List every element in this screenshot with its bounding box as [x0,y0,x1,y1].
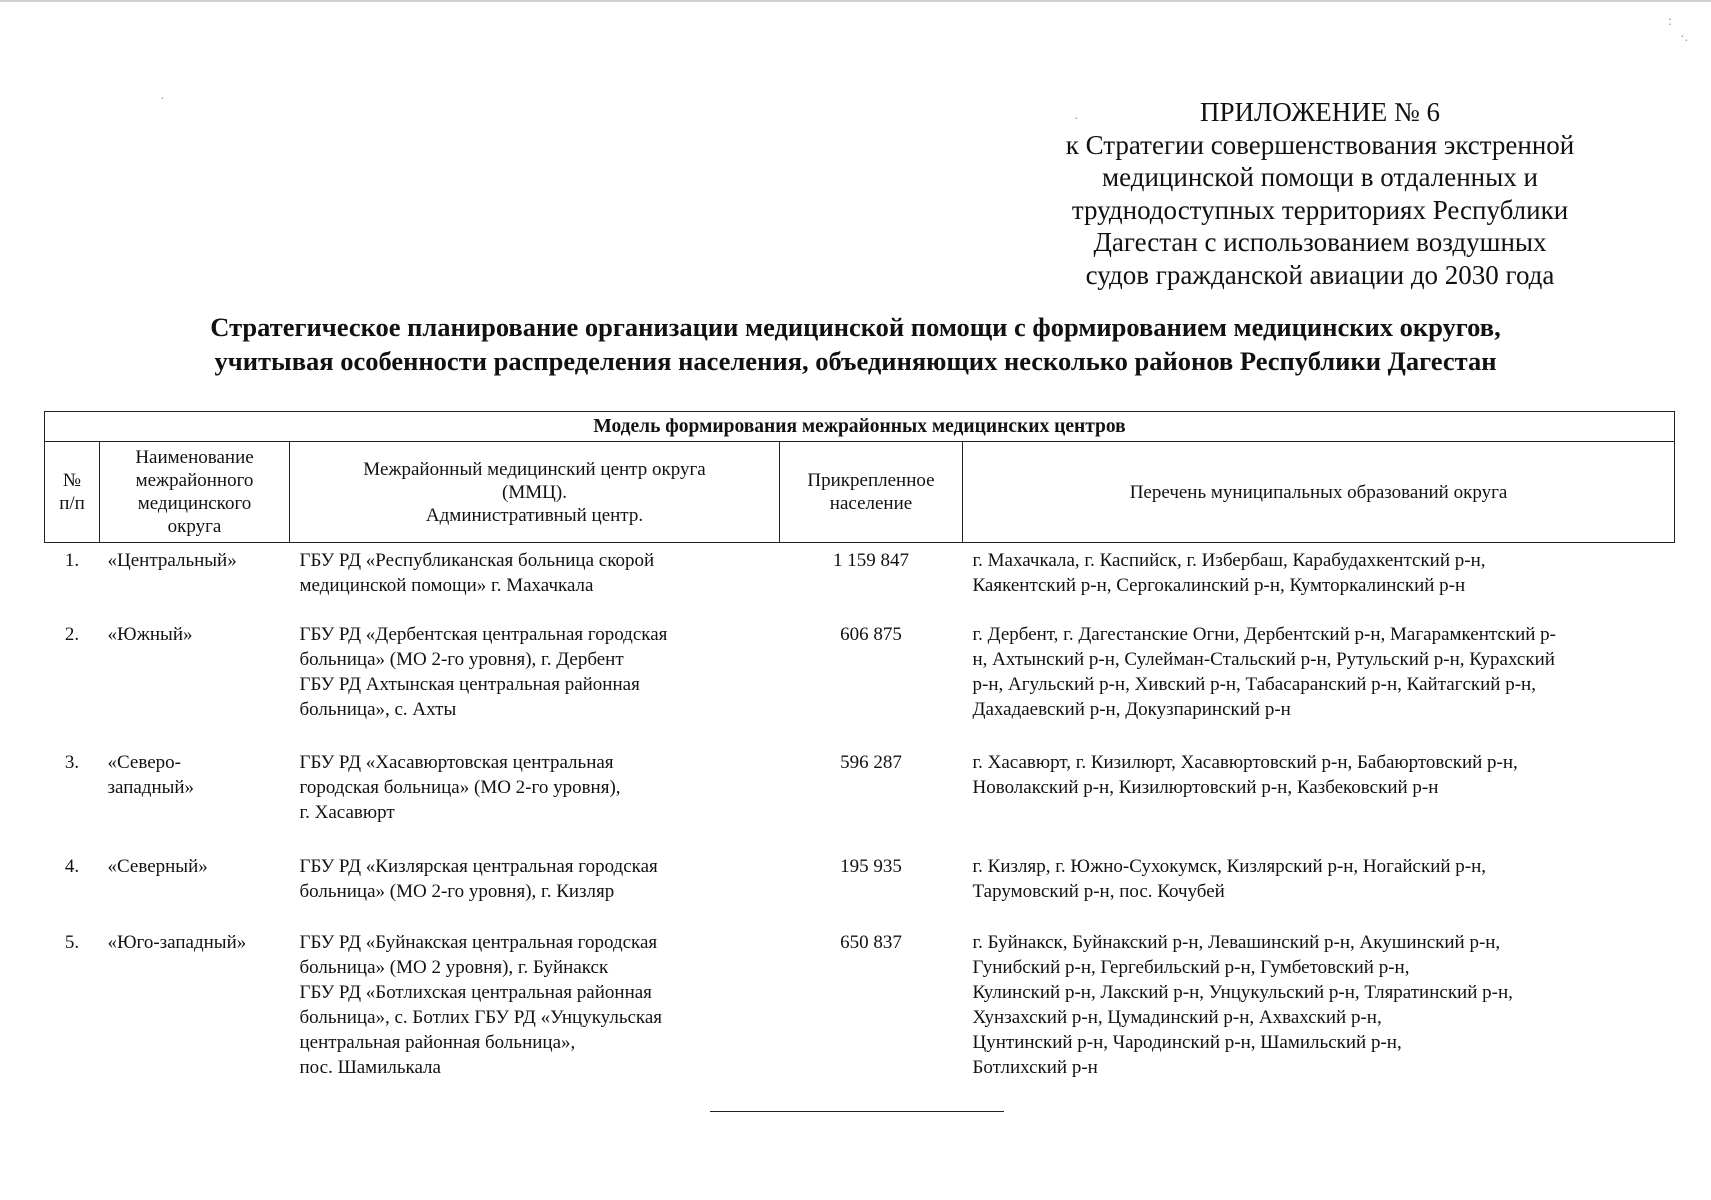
cell-line: медицинской помощи» г. Махачкала [299,575,594,596]
cell-line: ГБУ РД «Хасавюртовская центральная [299,751,614,773]
header-line: (ММЦ). [502,481,567,503]
row-medical-center [290,543,780,617]
document-title [20,310,1691,378]
row-medical-center [290,745,780,849]
appendix-line: труднодоступных территориях Республики [1071,194,1569,225]
scan-speck: ·. [1680,30,1689,45]
title-line: Стратегическое планирование организации медицинской помощи с формированием медицинских округов, [210,312,1501,342]
cell-line: центральная районная больница», [299,1031,576,1053]
cell-line: н, Ахтынский р-н, Сулейман-Стальский р-н, Рутульский р-н, Курахский [972,648,1555,670]
cell-line: г. Хасавюрт, г. Кизилюрт, Хасавюртовский р-н, Бабаюртовский р-н, [972,751,1518,773]
cell-line: «Юго-западный» [107,931,247,953]
appendix-line: медицинской помощи в отдаленных и [1102,162,1538,192]
row-number: 5. [64,931,80,953]
cell-line: «Северо- [107,751,181,773]
row-number: 1. [64,550,80,571]
header-line: население [829,493,913,514]
header-medical-center [290,442,780,543]
row-population: 596 287 [840,751,902,773]
row-medical-center [290,617,780,745]
cell-line: Гунибский р-н, Гергебильский р-н, Гумбетовский р-н, [972,956,1410,978]
row-number: 2. [64,623,80,645]
table-row [45,617,1675,745]
cell-line: «Северный» [107,855,208,877]
appendix-line: Дагестан с использованием воздушных [1093,227,1547,257]
cell-line: ГБУ РД «Республиканская больница скорой [299,550,655,571]
cell-line: больница», с. Ботлих ГБУ РД «Унцукульская [299,1006,663,1028]
row-municipalities [963,849,1675,925]
header-line: медицинского [137,493,252,514]
cell-line: городская больница» (МО 2-го уровня), [299,776,621,798]
header-line: Перечень муниципальных образований округа [1129,481,1508,503]
row-population: 606 875 [840,623,902,645]
cell-line: ГБУ РД «Буйнакская центральная городская [299,931,658,953]
cell-line: ГБУ РД Ахтынская центральная районная [299,673,640,695]
appendix-line: ПРИЛОЖЕНИЕ № 6 [1199,97,1441,127]
row-municipalities [963,925,1675,1085]
scan-speck: : [1668,14,1672,29]
table-row [45,925,1675,1085]
table-banner: Модель формирования межрайонных медицинских центров [45,412,1675,442]
scan-edge [0,0,1711,2]
row-district-name [100,745,290,849]
row-district-name [100,925,290,1085]
header-line: Межрайонный медицинский центр округа [363,458,706,480]
appendix-line: к Стратегии совершенствования экстренной [1065,129,1575,160]
row-medical-center [290,925,780,1085]
header-number [45,442,100,543]
row-district-name [100,849,290,925]
districts-table [44,411,1675,1085]
cell-line: Тарумовский р-н, пос. Кочубей [972,880,1225,902]
row-municipalities [963,617,1675,745]
cell-line: ГБУ РД «Кизлярская центральная городская [299,855,658,877]
row-number: 4. [64,855,80,877]
appendix-line: судов гражданской авиации до 2030 года [1085,259,1555,290]
cell-line: Хунзахский р-н, Цумадинский р-н, Ахвахский р-н, [972,1006,1382,1028]
cell-line: «Центральный» [107,550,237,571]
row-population: 1 159 847 [833,550,909,571]
header-line: межрайонного [135,470,254,491]
cell-line: ГБУ РД «Дербентская центральная городская [299,623,668,645]
cell-line: г. Махачкала, г. Каспийск, г. Избербаш, Карабудахкентский р-н, [972,550,1486,571]
cell-line: больница» (МО 2 уровня), г. Буйнакск [299,956,609,978]
header-line: № [62,470,82,491]
cell-line: «Южный» [107,623,193,645]
cell-line: г. Дербент, г. Дагестанские Огни, Дербентский р-н, Магарамкентский р- [972,623,1556,645]
cell-line: западный» [107,776,195,798]
header-line: Административный центр. [425,504,644,526]
header-line: Прикрепленное [807,470,935,491]
table-row [45,849,1675,925]
cell-line: Каякентский р-н, Сергокалинский р-н, Кумторкалинский р-н [972,575,1466,596]
header-municipalities [963,442,1675,543]
scan-speck: · [1074,112,1079,127]
cell-line: Цунтинский р-н, Чародинский р-н, Шамильский р-н, [972,1031,1402,1053]
header-line: округа [167,516,222,537]
row-number: 3. [64,751,80,773]
appendix-block [1010,96,1630,291]
cell-line: р-н, Агульский р-н, Хивский р-н, Табасаранский р-н, Кайтагский р-н, [972,673,1536,695]
cell-line: г. Кизляр, г. Южно-Сухокумск, Кизлярский р-н, Ногайский р-н, [972,855,1487,877]
row-municipalities [963,543,1675,617]
row-municipalities [963,745,1675,849]
cell-line: г. Буйнакск, Буйнакский р-н, Левашинский р-н, Акушинский р-н, [972,931,1501,953]
table-row [45,745,1675,849]
header-district-name [100,442,290,543]
cell-line: ГБУ РД «Ботлихская центральная районная [299,981,652,1003]
cell-line: пос. Шамилькала [299,1056,441,1078]
cell-line: Новолакский р-н, Кизилюртовский р-н, Казбековский р-н [972,776,1439,798]
row-medical-center [290,849,780,925]
cell-line: Ботлихский р-н [972,1056,1098,1078]
cell-line: больница», с. Ахты [299,698,457,720]
scan-speck: · [160,92,165,107]
header-line: п/п [59,493,85,514]
header-line: Наименование [135,447,254,468]
row-district-name [100,543,290,617]
cell-line: г. Хасавюрт [299,801,395,823]
closing-rule [710,1111,1004,1112]
title-line: учитывая особенности распределения населения, объединяющих несколько районов Республики Дагестан [214,346,1497,376]
cell-line: больница» (МО 2-го уровня), г. Дербент [299,648,624,670]
cell-line: Дахадаевский р-н, Докузпаринский р-н [972,698,1291,720]
row-district-name [100,617,290,745]
header-population [780,442,963,543]
table-row [45,543,1675,617]
cell-line: Кулинский р-н, Лакский р-н, Унцукульский р-н, Тляратинский р-н, [972,981,1513,1003]
row-population: 195 935 [840,855,902,877]
row-population: 650 837 [840,931,902,953]
cell-line: больница» (МО 2-го уровня), г. Кизляр [299,880,615,902]
